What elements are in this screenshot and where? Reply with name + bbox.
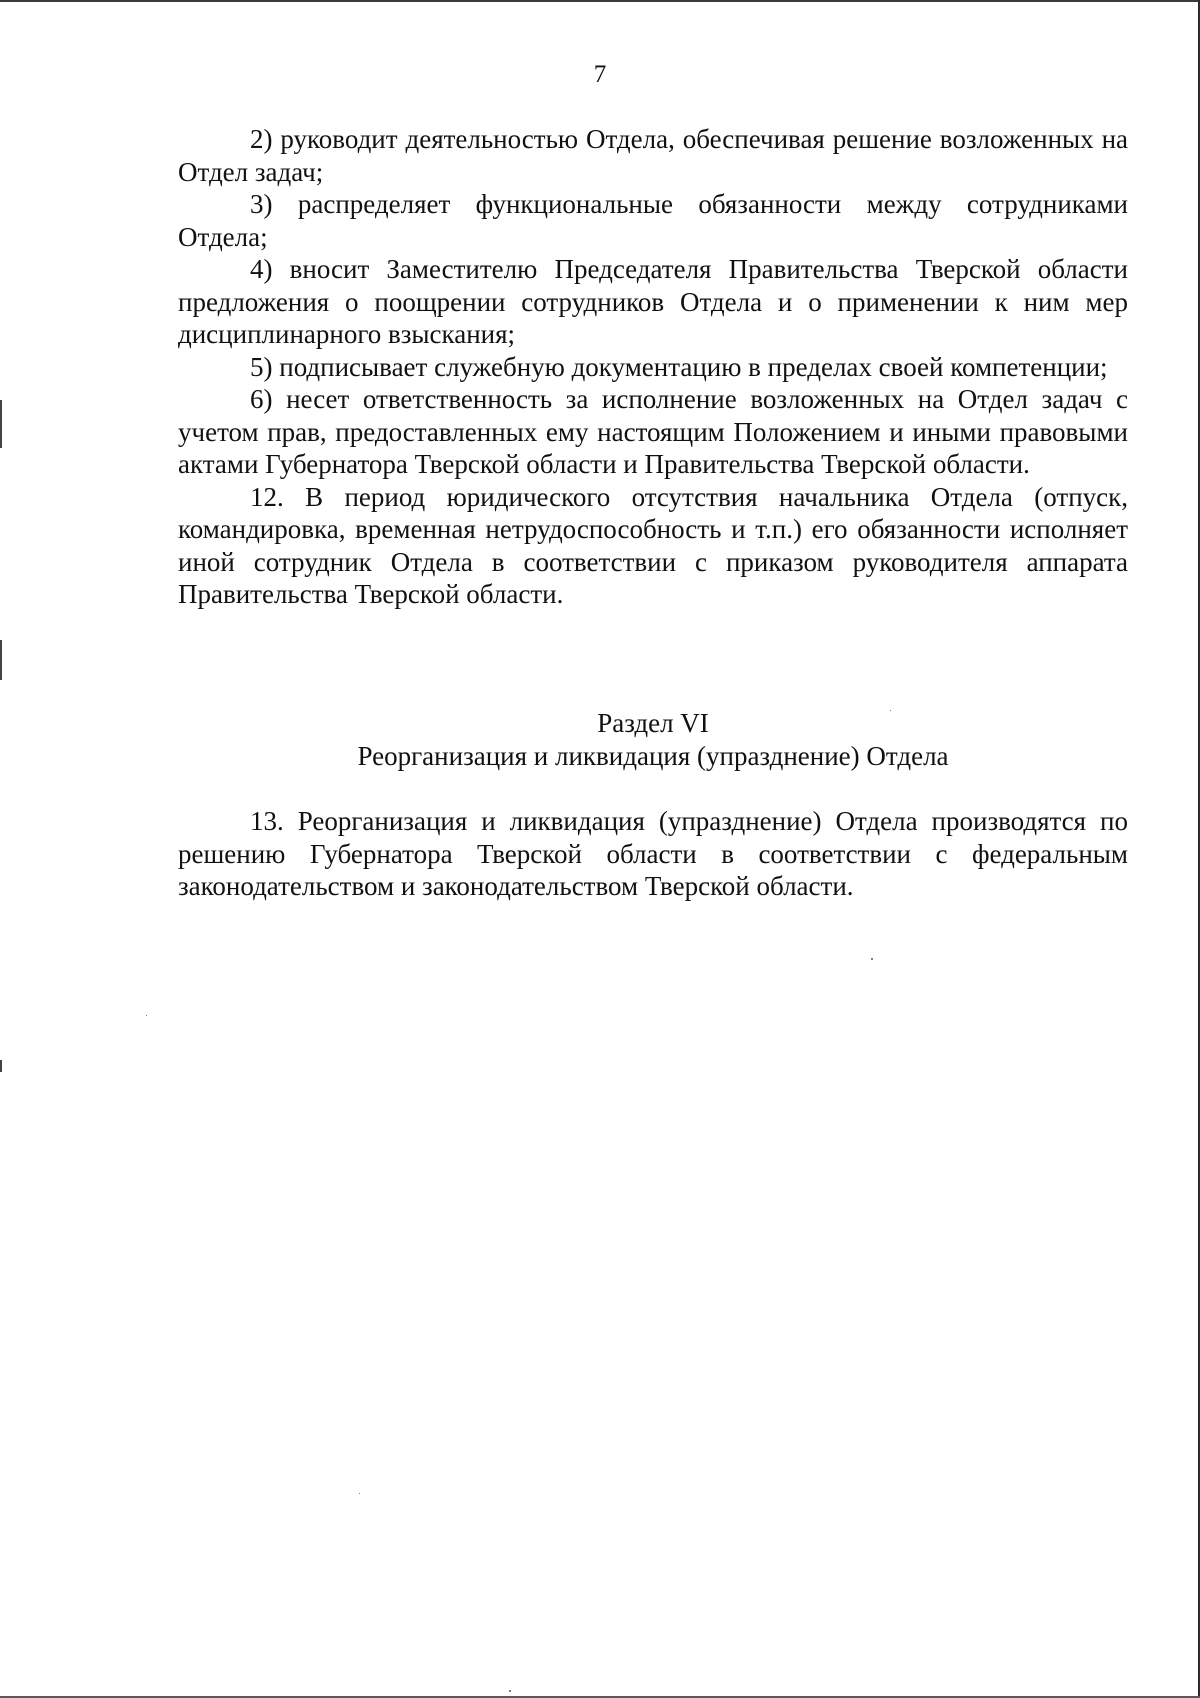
- list-item-6: 6) несет ответственность за исполнение возложенных на Отдел задач с учетом прав, предоставленных ему настоящим Положением и иными правовыми актами Губернатора Тверской области и Правительства Тверской области.: [178, 384, 1128, 479]
- list-item-4: 4) вносит Заместителю Председателя Правительства Тверской области предложения о поощрении сотрудников Отдела и о применении к ним мер дисциплинарного взыскания;: [178, 254, 1128, 349]
- list-item-3: 3) распределяет функциональные обязанности между сотрудниками Отдела;: [178, 189, 1128, 252]
- scan-edge-left-mark: [0, 400, 2, 448]
- scan-edge-left-mark: [0, 1060, 2, 1072]
- scan-edge-left-mark: [0, 640, 2, 680]
- page-number: 7: [593, 61, 607, 88]
- section-number: Раздел VI: [597, 708, 709, 738]
- section-heading: [178, 707, 1128, 772]
- scan-speck: [871, 958, 873, 960]
- body-text: [178, 123, 1128, 611]
- scan-speck: [509, 1690, 511, 1692]
- section-body-text: [178, 805, 1128, 903]
- list-item-2: 2) руководит деятельностью Отдела, обеспечивая решение возложенных на Отдел задач;: [178, 124, 1128, 187]
- scan-speck: [359, 1493, 360, 1494]
- scan-speck: [146, 1015, 147, 1016]
- clause-13: 13. Реорганизация и ликвидация (упразднение) Отдела производятся по решению Губернатора Тверской области в соответствии с федеральным законодательством и законодательством Тверской области.: [178, 806, 1128, 901]
- clause-12: 12. В период юридического отсутствия начальника Отдела (отпуск, командировка, временная нетрудоспособность и т.п.) его обязанности исполняет иной сотрудник Отдела в соответствии с приказом руководителя аппарата Правительства Тверской области.: [178, 481, 1128, 609]
- scan-edge-top: [0, 0, 1200, 2]
- section-title: Реорганизация и ликвидация (упразднение) Отдела: [357, 740, 949, 771]
- list-item-5: 5) подписывает служебную документацию в пределах своей компетенции;: [250, 351, 1108, 382]
